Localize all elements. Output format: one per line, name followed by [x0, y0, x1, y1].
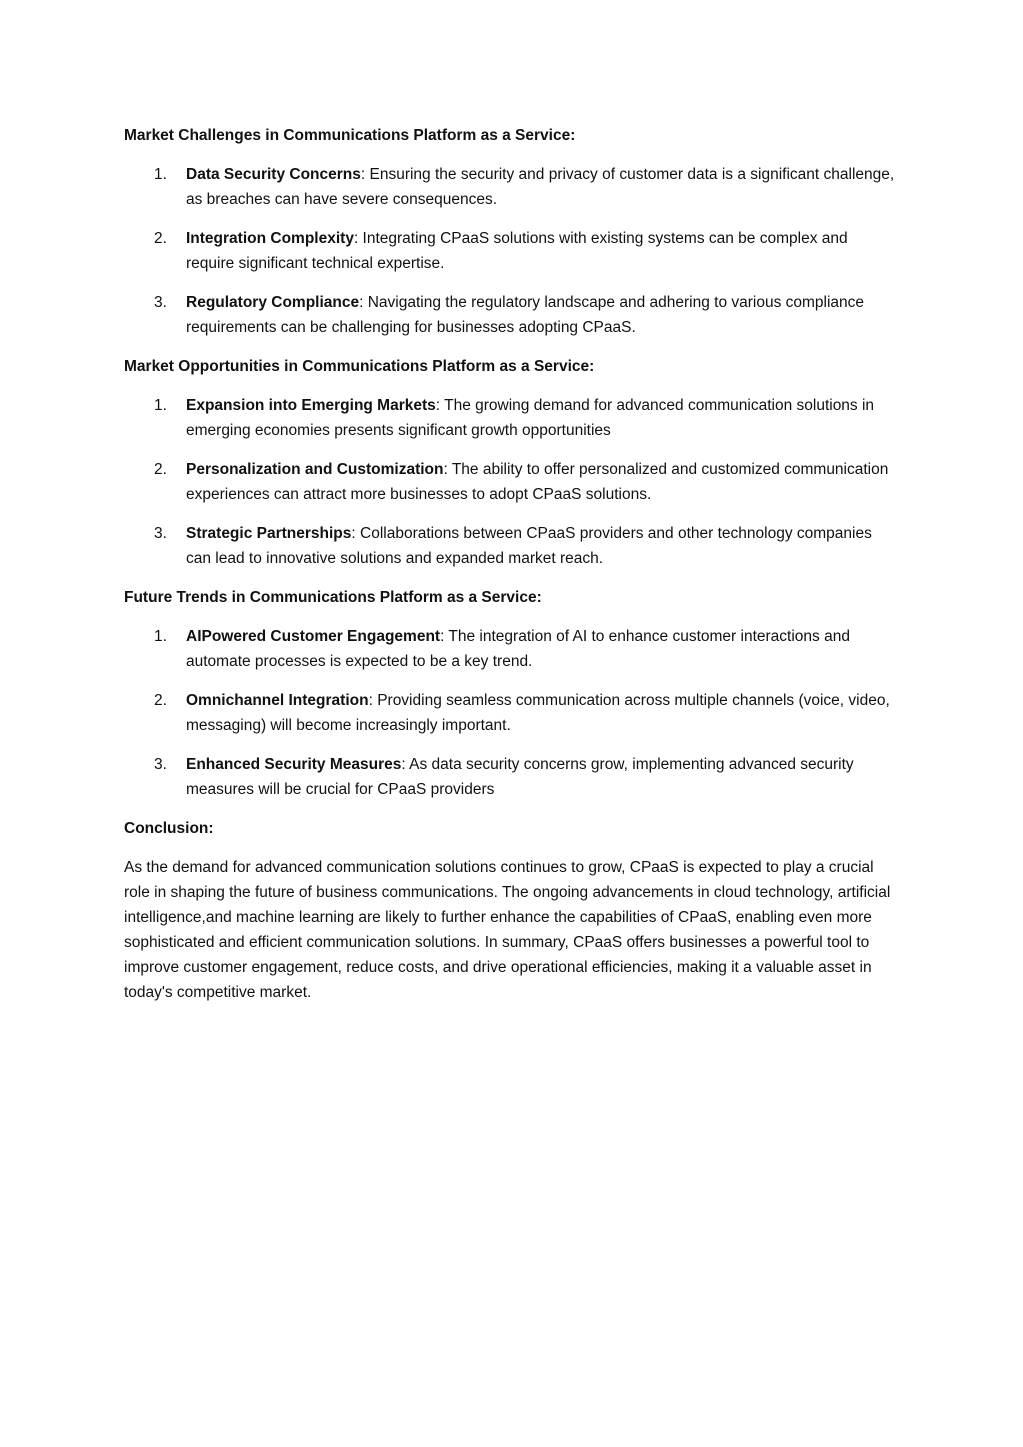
item-number: 1.	[154, 397, 167, 414]
item-term: AIPowered Customer Engagement	[186, 628, 441, 645]
list-item	[124, 521, 900, 571]
list-item	[124, 290, 900, 340]
item-number: 3.	[154, 525, 167, 542]
list-item	[124, 226, 900, 276]
future-trends-list	[124, 624, 900, 802]
item-text: : Integrating CPaaS solutions with existing systems can be complex and require significant technical expertise.	[186, 230, 848, 272]
item-text: : The integration of AI to enhance customer interactions and automate processes is expected to be a key trend.	[186, 628, 850, 670]
item-term: Omnichannel Integration	[186, 692, 369, 709]
item-number: 3.	[154, 756, 167, 773]
list-item	[124, 752, 900, 802]
opportunities-list	[124, 393, 900, 571]
item-text: : As data security concerns grow, implementing advanced security measures will be crucial for CPaaS providers	[186, 756, 854, 798]
item-number: 2.	[154, 461, 167, 478]
item-number: 2.	[154, 692, 167, 709]
item-text: : Navigating the regulatory landscape and adhering to various compliance requirements can be challenging for businesses adopting CPaaS.	[186, 294, 865, 336]
section-heading-challenges: Market Challenges in Communications Platform as a Service:	[124, 127, 576, 144]
item-number: 1.	[154, 166, 167, 183]
item-text: : The ability to offer personalized and customized communication experiences can attract more businesses to adopt CPaaS solutions.	[186, 461, 889, 503]
item-term: Strategic Partnerships	[186, 525, 352, 542]
item-text: : Providing seamless communication across multiple channels (voice, video, messaging) will become increasingly important.	[186, 692, 890, 734]
item-text: : Ensuring the security and privacy of customer data is a significant challenge, as breaches can have severe consequences.	[186, 166, 895, 208]
item-number: 2.	[154, 230, 167, 247]
list-item	[124, 624, 900, 674]
item-term: Regulatory Compliance	[186, 294, 360, 311]
item-term: Data Security Concerns	[186, 166, 361, 183]
item-number: 1.	[154, 628, 167, 645]
conclusion-heading: Conclusion:	[124, 820, 214, 837]
list-item	[124, 457, 900, 507]
item-term: Personalization and Customization	[186, 461, 444, 478]
list-item	[124, 688, 900, 738]
list-item	[124, 393, 900, 443]
section-heading-future-trends: Future Trends in Communications Platform as a Service:	[124, 589, 542, 606]
item-number: 3.	[154, 294, 167, 311]
item-term: Enhanced Security Measures	[186, 756, 402, 773]
document-page	[124, 123, 900, 1005]
item-text: : Collaborations between CPaaS providers and other technology companies can lead to innovative solutions and expanded market reach.	[186, 525, 872, 567]
section-heading-opportunities: Market Opportunities in Communications Platform as a Service:	[124, 358, 595, 375]
conclusion-paragraph: As the demand for advanced communication solutions continues to grow, CPaaS is expected to play a crucial role in shaping the future of business communications. The ongoing advancements in cloud technology, artificial intelligence,and machine learning are likely to further enhance the capabilities of CPaaS, enabling even more sophisticated and efficient communication solutions. In summary, CPaaS offers businesses a powerful tool to improve customer engagement, reduce costs, and drive operational efficiencies, making it a valuable asset in today's competitive market.	[124, 859, 891, 1001]
item-term: Expansion into Emerging Markets	[186, 397, 436, 414]
item-text: : The growing demand for advanced communication solutions in emerging economies presents significant growth opportunities	[186, 397, 875, 439]
item-term: Integration Complexity	[186, 230, 354, 247]
challenges-list	[124, 162, 900, 340]
list-item	[124, 162, 900, 212]
